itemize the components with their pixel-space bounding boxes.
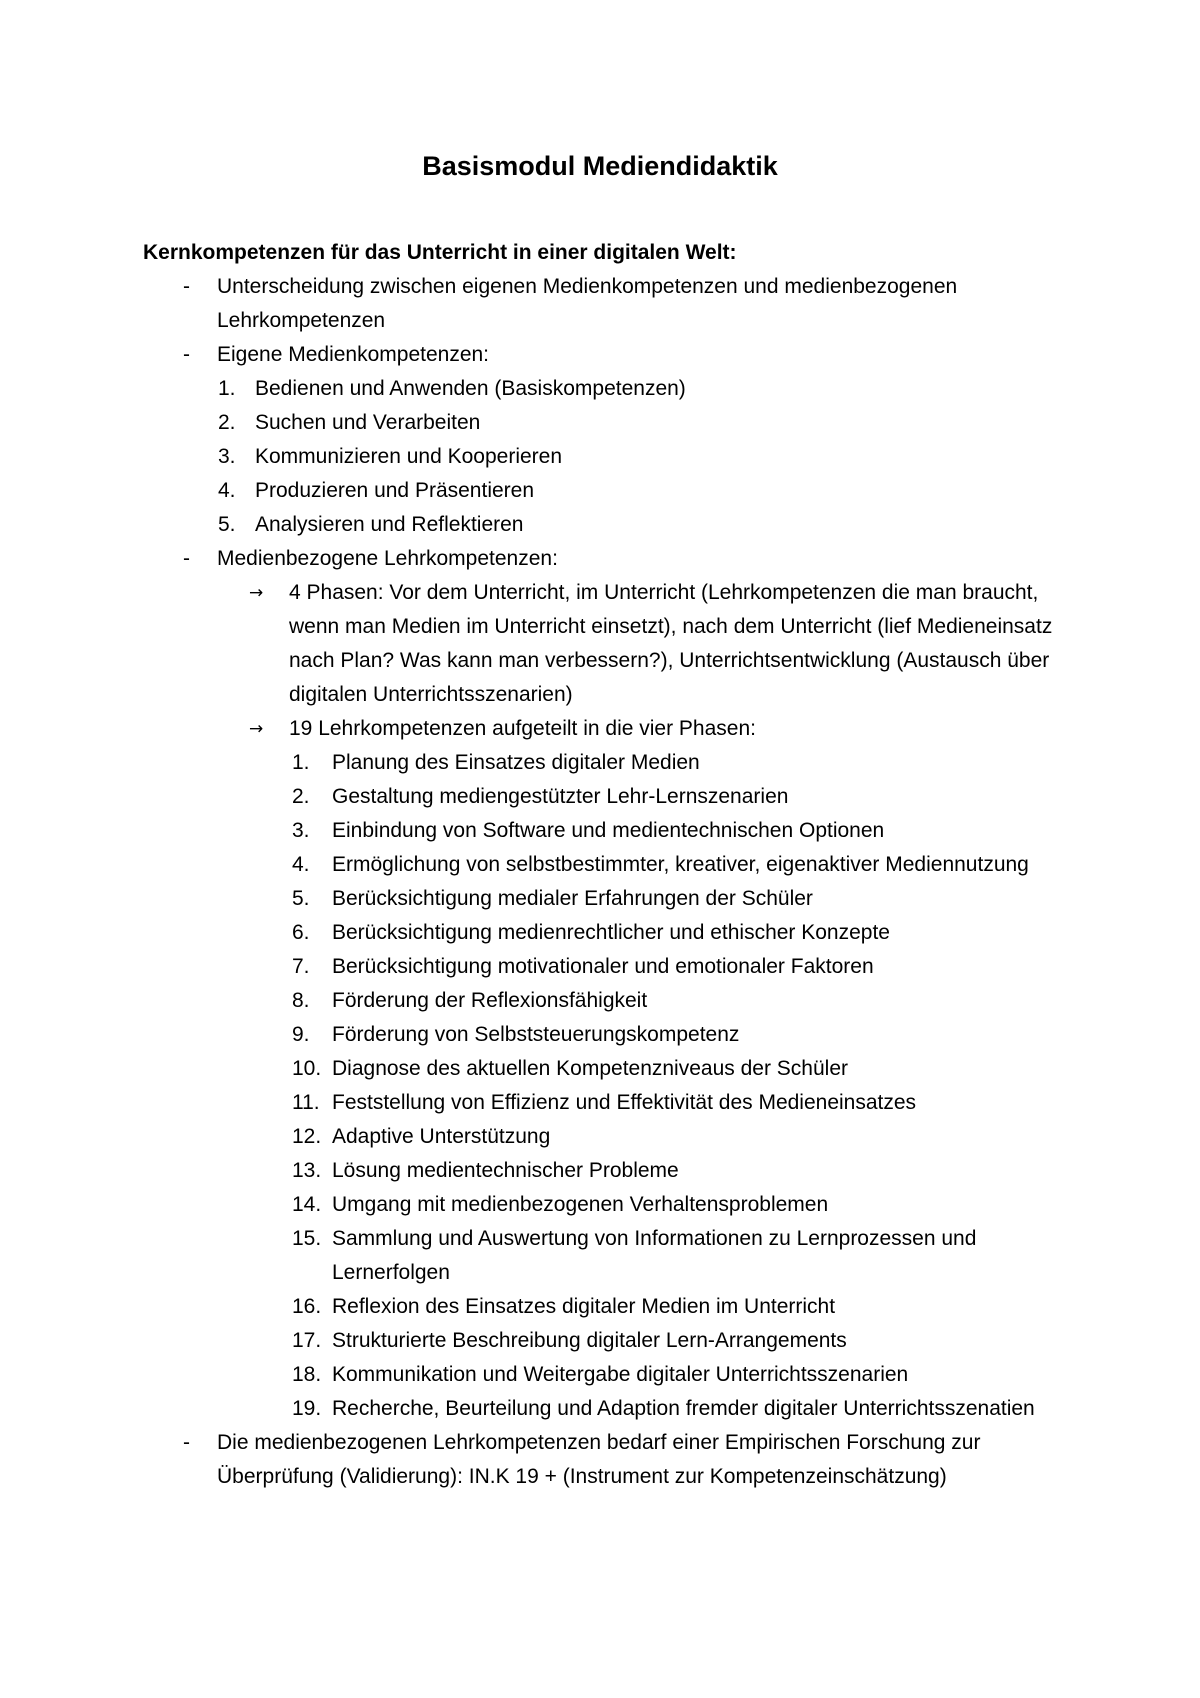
list-text: Förderung der Reflexionsfähigkeit bbox=[332, 989, 648, 1012]
list-text: Diagnose des aktuellen Kompetenzniveaus der Schüler bbox=[332, 1057, 848, 1080]
list-number: 7. bbox=[292, 955, 310, 978]
list-item bbox=[143, 1290, 1083, 1324]
list-number: 1. bbox=[292, 751, 310, 774]
list-text: Berücksichtigung medialer Erfahrungen der Schüler bbox=[332, 887, 813, 910]
list-item bbox=[143, 474, 1083, 508]
bullet-text: Medienbezogene Lehrkompetenzen: bbox=[217, 547, 558, 570]
list-item bbox=[143, 950, 1083, 984]
arrow-item bbox=[143, 576, 1083, 712]
list-number: 17. bbox=[292, 1329, 322, 1352]
bullet-item bbox=[143, 338, 1083, 372]
list-item bbox=[143, 440, 1083, 474]
dash-bullet: - bbox=[183, 275, 190, 298]
list-item bbox=[143, 746, 1083, 780]
list-number: 15. bbox=[292, 1227, 322, 1250]
list-text: Produzieren und Präsentieren bbox=[255, 479, 535, 502]
list-text: Planung des Einsatzes digitaler Medien bbox=[332, 751, 700, 774]
list-item bbox=[143, 1120, 1083, 1154]
list-number: 11. bbox=[292, 1091, 320, 1114]
list-item bbox=[143, 814, 1083, 848]
list-text: Berücksichtigung motivationaler und emotionaler Faktoren bbox=[332, 955, 874, 978]
list-text: Lösung medientechnischer Probleme bbox=[332, 1159, 679, 1182]
list-number: 1. bbox=[218, 377, 236, 400]
list-text: Berücksichtigung medienrechtlicher und ethischer Konzepte bbox=[332, 921, 890, 944]
list-item bbox=[143, 508, 1083, 542]
list-number: 19. bbox=[292, 1397, 322, 1420]
list-number: 12. bbox=[292, 1125, 322, 1148]
list-item bbox=[143, 848, 1083, 882]
list-item bbox=[143, 916, 1083, 950]
list-item bbox=[143, 984, 1083, 1018]
section-heading: Kernkompetenzen für das Unterricht in einer digitalen Welt: bbox=[143, 241, 737, 264]
list-text: Ermöglichung von selbstbestimmter, kreativer, eigenaktiver Mediennutzung bbox=[332, 853, 1029, 876]
list-number: 2. bbox=[292, 785, 310, 808]
page-title: Basismodul Mediendidaktik bbox=[422, 151, 778, 181]
list-item bbox=[143, 882, 1083, 916]
list-item bbox=[143, 1188, 1083, 1222]
list-text: Förderung von Selbststeuerungskompetenz bbox=[332, 1023, 740, 1046]
bullet-item bbox=[143, 542, 1083, 576]
list-number: 4. bbox=[218, 479, 236, 502]
list-number: 5. bbox=[292, 887, 310, 910]
list-item bbox=[143, 1392, 1083, 1426]
arrow-text: 4 Phasen: Vor dem Unterricht, im Unterricht (Lehrkompetenzen die man braucht, wenn man Medien im Unterricht einsetzt), nach dem Unterricht (lief Medieneinsatz nach Plan? Was kann man verbessern?), Unterrichtsentwicklung (Austausch über digitalen Unterrichtsszenarien) bbox=[289, 581, 1053, 706]
list-number: 5. bbox=[218, 513, 236, 536]
list-item bbox=[143, 372, 1083, 406]
list-text: Feststellung von Effizienz und Effektivität des Medieneinsatzes bbox=[332, 1091, 917, 1114]
dash-bullet: - bbox=[183, 547, 190, 570]
list-number: 2. bbox=[218, 411, 236, 434]
list-text: Strukturierte Beschreibung digitaler Lern-Arrangements bbox=[332, 1329, 847, 1352]
arrow-icon: → bbox=[249, 583, 264, 603]
list-number: 3. bbox=[292, 819, 310, 842]
list-item bbox=[143, 1222, 1083, 1290]
list-number: 10. bbox=[292, 1057, 322, 1080]
list-number: 3. bbox=[218, 445, 236, 468]
arrow-text: 19 Lehrkompetenzen aufgeteilt in die vier Phasen: bbox=[289, 717, 756, 740]
bullet-text: Unterscheidung zwischen eigenen Medienkompetenzen und medienbezogenen Lehrkompetenzen bbox=[217, 275, 958, 332]
list-number: 6. bbox=[292, 921, 310, 944]
arrow-icon: → bbox=[249, 719, 264, 739]
list-text: Bedienen und Anwenden (Basiskompetenzen) bbox=[255, 377, 686, 400]
teaching-competencies-list bbox=[143, 746, 1083, 1426]
list-text: Gestaltung mediengestützter Lehr-Lernszenarien bbox=[332, 785, 789, 808]
list-item bbox=[143, 1358, 1083, 1392]
list-text: Suchen und Verarbeiten bbox=[255, 411, 481, 434]
list-text: Sammlung und Auswertung von Informationen zu Lernprozessen und Lernerfolgen bbox=[332, 1227, 977, 1284]
list-text: Umgang mit medienbezogenen Verhaltensproblemen bbox=[332, 1193, 829, 1216]
dash-bullet: - bbox=[183, 343, 190, 366]
list-item bbox=[143, 1086, 1083, 1120]
bullet-item bbox=[143, 270, 1083, 338]
list-text: Kommunikation und Weitergabe digitaler Unterrichtsszenarien bbox=[332, 1363, 909, 1386]
list-text: Kommunizieren und Kooperieren bbox=[255, 445, 563, 468]
list-text: Analysieren und Reflektieren bbox=[255, 513, 524, 536]
list-number: 16. bbox=[292, 1295, 322, 1318]
list-item bbox=[143, 1052, 1083, 1086]
list-number: 9. bbox=[292, 1023, 310, 1046]
arrow-item bbox=[143, 712, 1083, 746]
bullet-item bbox=[143, 1426, 1083, 1494]
list-text: Einbindung von Software und medientechnischen Optionen bbox=[332, 819, 885, 842]
list-item bbox=[143, 1018, 1083, 1052]
list-text: Reflexion des Einsatzes digitaler Medien im Unterricht bbox=[332, 1295, 836, 1318]
list-text: Adaptive Unterstützung bbox=[332, 1125, 551, 1148]
list-number: 14. bbox=[292, 1193, 322, 1216]
list-text: Recherche, Beurteilung und Adaption fremder digitaler Unterrichtsszenatien bbox=[332, 1397, 1035, 1420]
list-item bbox=[143, 780, 1083, 814]
bullet-text: Die medienbezogenen Lehrkompetenzen bedarf einer Empirischen Forschung zur Überprüfung (Validierung): IN.K 19 + (Instrument zur Kompetenzeinschätzung) bbox=[217, 1431, 981, 1488]
dash-bullet: - bbox=[183, 1431, 190, 1454]
list-number: 8. bbox=[292, 989, 310, 1012]
list-number: 4. bbox=[292, 853, 310, 876]
list-number: 18. bbox=[292, 1363, 322, 1386]
document-body bbox=[143, 236, 1083, 1494]
list-item bbox=[143, 1324, 1083, 1358]
list-number: 13. bbox=[292, 1159, 322, 1182]
bullet-text: Eigene Medienkompetenzen: bbox=[217, 343, 490, 366]
list-item bbox=[143, 1154, 1083, 1188]
list-item bbox=[143, 406, 1083, 440]
